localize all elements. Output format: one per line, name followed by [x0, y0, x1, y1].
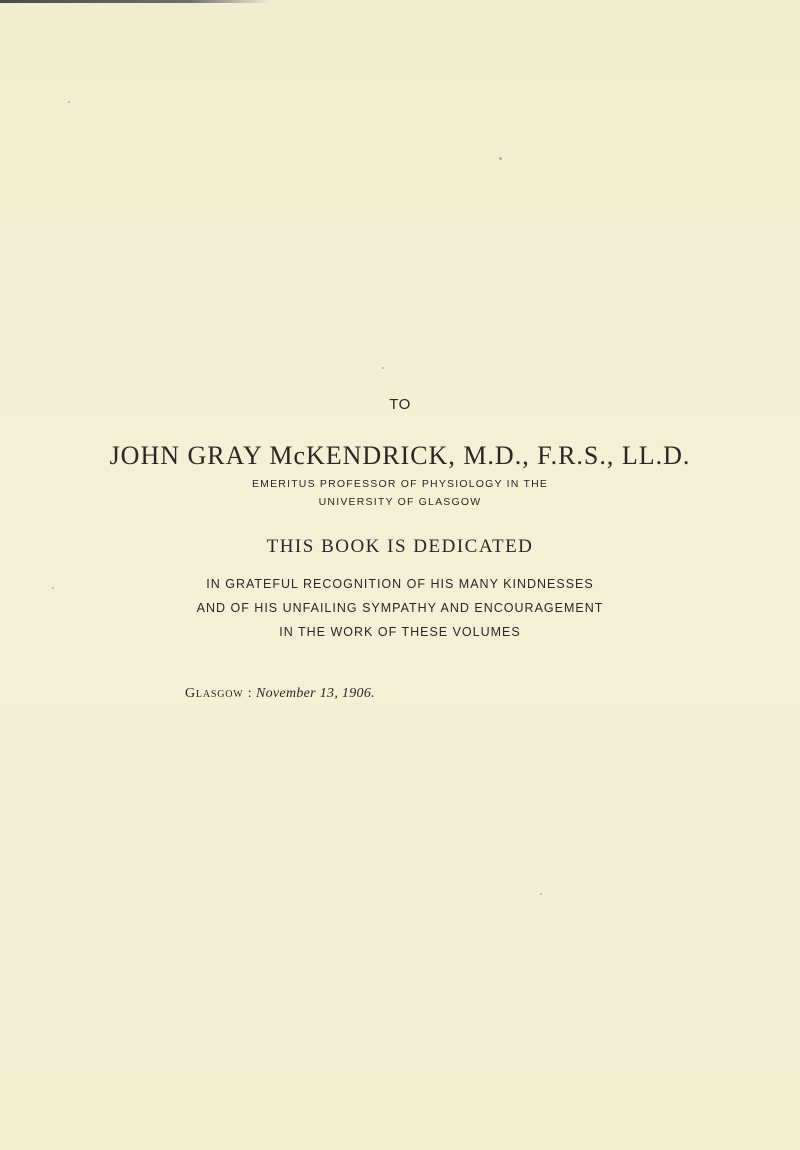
paper-speck — [68, 101, 70, 103]
paper-speck — [382, 367, 384, 369]
dedicatee-name: JOHN GRAY McKENDRICK, M.D., F.R.S., LL.D. — [109, 441, 691, 470]
dedication-body-line-2: AND OF HIS UNFAILING SYMPATHY AND ENCOURAGEMENT — [196, 601, 604, 615]
signoff-place: Glasgow : — [185, 686, 253, 701]
dedication-body-line-1: IN GRATEFUL RECOGNITION OF HIS MANY KINDNESSES — [206, 577, 594, 591]
dedication-to: TO — [389, 396, 411, 413]
paper-speck — [52, 587, 54, 589]
page-edge-rule — [0, 0, 270, 3]
dedication-body-line-3: IN THE WORK OF THESE VOLUMES — [279, 625, 521, 639]
paper-speck — [540, 893, 542, 895]
dedicatee-title-line-1: EMERITUS PROFESSOR OF PHYSIOLOGY IN THE — [251, 478, 549, 490]
dedicatee-title-line-2: UNIVERSITY OF GLASGOW — [318, 496, 482, 508]
signoff — [185, 686, 375, 702]
signoff-date: November 13, 1906. — [255, 686, 375, 701]
paper-speck — [499, 157, 502, 160]
dedication-statement: THIS BOOK IS DEDICATED — [266, 536, 534, 557]
